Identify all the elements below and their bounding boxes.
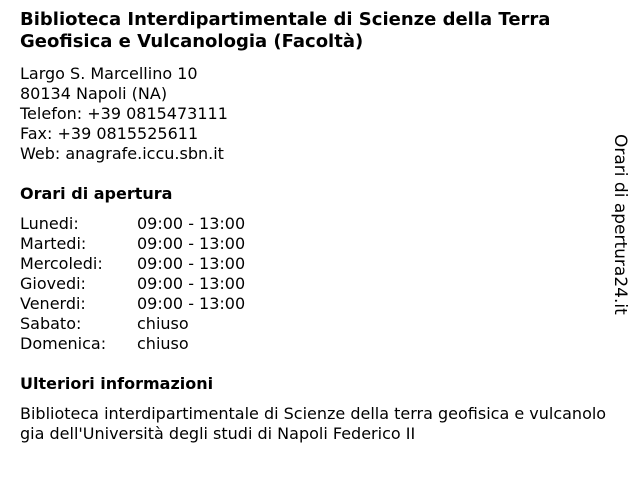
day-hours: 09:00 - 13:00 — [137, 294, 246, 313]
day-hours: 09:00 - 13:00 — [137, 274, 246, 293]
fax-number: Fax: +39 0815525611 — [20, 124, 199, 143]
day-name: Martedi: — [20, 234, 87, 253]
address-street: Largo S. Marcellino 10 — [20, 64, 198, 83]
further-info-heading: Ulteriori informazioni — [20, 374, 214, 393]
day-hours: chiuso — [137, 314, 189, 333]
address-city: 80134 Napoli (NA) — [20, 84, 168, 103]
day-name: Domenica: — [20, 334, 107, 353]
day-hours: 09:00 - 13:00 — [137, 214, 246, 233]
day-name: Venerdi: — [20, 294, 86, 313]
day-name: Giovedi: — [20, 274, 86, 293]
further-info-text: Biblioteca interdipartimentale di Scienze della terra geofisica e vulcanologia dell'Università degli studi di Napoli Federico II — [20, 404, 607, 443]
day-hours: chiuso — [137, 334, 189, 353]
opening-hours-heading: Orari di apertura — [20, 184, 173, 203]
phone-number: Telefon: +39 0815473111 — [20, 104, 228, 123]
day-name: Sabato: — [20, 314, 82, 333]
site-watermark: Orari di apertura24.it — [610, 134, 630, 315]
day-hours: 09:00 - 13:00 — [137, 254, 246, 273]
day-name: Mercoledi: — [20, 254, 103, 273]
day-hours: 09:00 - 13:00 — [137, 234, 246, 253]
website: Web: anagrafe.iccu.sbn.it — [20, 144, 224, 163]
day-name: Lunedi: — [20, 214, 79, 233]
address-block — [20, 64, 228, 164]
page-title: Biblioteca Interdipartimentale di Scienze della Terra Geofisica e Vulcanologia (Facoltà) — [20, 9, 551, 52]
